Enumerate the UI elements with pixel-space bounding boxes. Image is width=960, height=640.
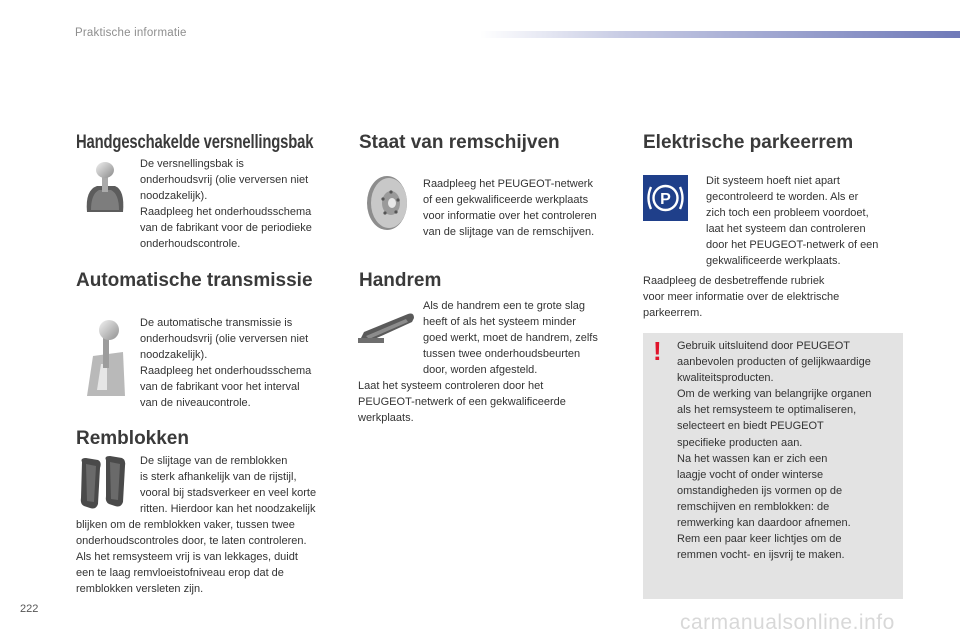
brake-discs-heading: Staat van remschijven [359, 132, 560, 153]
electric-parking-brake-text-full: Raadpleeg de desbetreffende rubriek voor meer informatie over de elektrische parkeerrem. [643, 275, 840, 320]
brake-disc-icon [361, 172, 413, 239]
automatic-transmission-heading: Automatische transmissie [76, 270, 313, 291]
manual-gearbox-text: De versnellingsbak is onderhoudsvrij (olie verversen niet noodzakelijk). Raadpleeg het onderhoudsschema van de fabrikant voor de periodieke onderhoudscontrole. [140, 158, 312, 251]
brake-pads-heading: Remblokken [76, 428, 189, 449]
handbrake-text-short: Als de handrem een te grote slag heeft of als het systeem minder goed werkt, moet de handrem, zelfs tussen twee onderhoudsbeurten door, worden afgesteld. [423, 300, 598, 377]
warning-text: Gebruik uitsluitend door PEUGEOT aanbevolen producten of gelijkwaardige kwaliteitsproducten. Om de werking van belangrijke organen als het remsysteem te optimaliseren, selecteert en biedt PEUGEOT specifieke producten aan. Na het wassen kan er zich een laagje vocht of onder winterse omstandigheden ijs vormen op de remschijven en remblokken: de remwerking kan daardoor afnemen. Rem een paar keer lichtjes om de remmen vocht- en ijsvrij te maken. [677, 340, 872, 562]
handbrake-text-full: Laat het systeem controleren door het PEUGEOT-netwerk of een gekwalificeerde werkplaats. [358, 380, 566, 425]
handbrake-lever-icon [358, 310, 416, 349]
brake-pads-text-full: blijken om de remblokken vaker, tussen twee onderhoudscontroles door, te laten controleren. Als het remsysteem vrij is van lekkages, duidt een te laag remvloeistofniveau erop dat de remblokken versleten zijn. [76, 519, 307, 596]
header-gradient-bar [480, 31, 960, 38]
manual-gear-lever-icon [81, 160, 129, 223]
brake-pads-text-short: De slijtage van de remblokken is sterk afhankelijk van de rijstijl, vooral bij stadsverkeer en veel korte ritten. Hierdoor kan het noodzakelijk [140, 455, 317, 516]
section-header: Praktische informatie [75, 27, 187, 39]
handbrake-heading: Handrem [359, 270, 442, 291]
automatic-gear-selector-icon [83, 316, 129, 405]
automatic-transmission-text: De automatische transmissie is onderhoudsvrij (olie verversen niet noodzakelijk). Raadpleeg het onderhoudsschema van de fabrikant voor het interval van de niveaucontrole. [140, 317, 312, 410]
warning-exclamation-icon: ! [653, 336, 662, 366]
parking-brake-p-icon [643, 175, 688, 221]
svg-text:P: P [660, 191, 671, 208]
watermark-text: carmanualsonline.info [680, 611, 895, 634]
electric-parking-brake-heading: Elektrische parkeerrem [643, 132, 854, 153]
page-number: 222 [20, 603, 39, 615]
brake-pads-icon [78, 454, 128, 517]
electric-parking-brake-text-short: Dit systeem hoeft niet apart gecontroleerd te worden. Als er zich toch een probleem voordoet, laat het systeem dan controleren door het PEUGEOT-netwerk of een gekwalificeerde werkplaats. [706, 175, 879, 268]
manual-gearbox-heading: Handgeschakelde versnellingsbak [76, 132, 314, 153]
brake-discs-text: Raadpleeg het PEUGEOT-netwerk of een gekwalificeerde werkplaats voor informatie over het controleren van de slijtage van de remschijven. [423, 178, 597, 239]
